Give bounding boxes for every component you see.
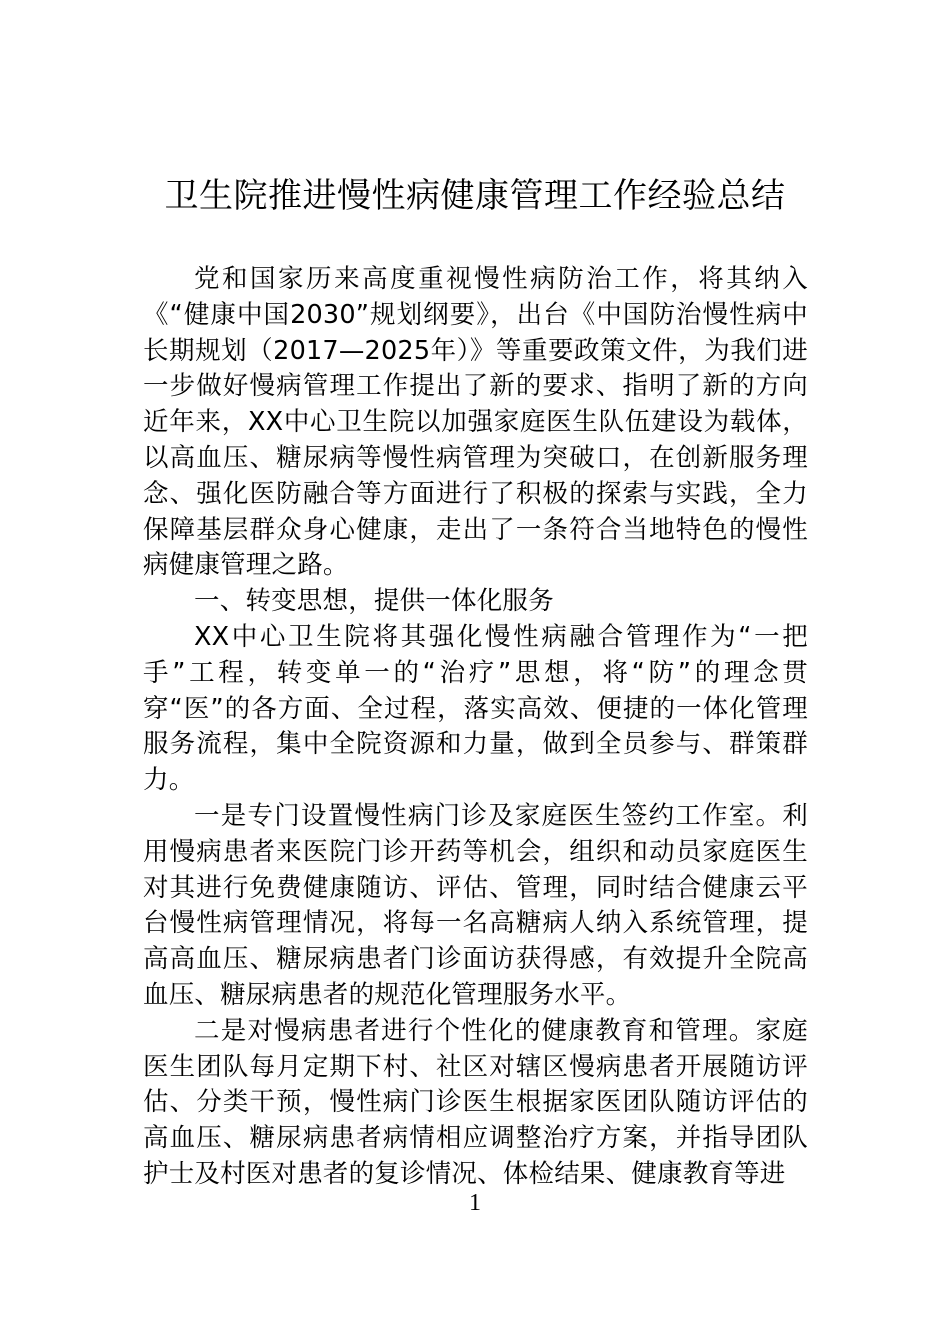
section-1-paragraph: XX中心卫生院将其强化慢性病融合管理作为“一把手”工程，转变单一的“治疗”思想，将“防”的理念贯穿“医”的各方面、全过程，落实高效、便捷的一体化管理服务流程，集中全院资源和力量，做到全员参与、群策群力。 xyxy=(143,621,808,796)
point-one-paragraph: 一是专门设置慢性病门诊及家庭医生签约工作室。利用慢病患者来医院门诊开药等机会，组织和动员家庭医生对其进行免费健康随访、评估、管理，同时结合健康云平台慢性病管理情况，将每一名高糖病人纳入系统管理，提高高血压、糖尿病患者门诊面访获得感，有效提升全院高血压、糖尿病患者的规范化管理服务水平。 xyxy=(143,800,808,1010)
point-two-paragraph: 二是对慢病患者进行个性化的健康教育和管理。家庭医生团队每月定期下村、社区对辖区慢病患者开展随访评估、分类干预，慢性病门诊医生根据家医团队随访评估的高血压、糖尿病患者病情相应调整治疗方案，并指导团队护士及村医对患者的复诊情况、体检结果、健康教育等进 xyxy=(143,1015,808,1189)
page-number: 1 xyxy=(469,1190,481,1216)
document-body xyxy=(143,262,808,1193)
intro-paragraph: 党和国家历来高度重视慢性病防治工作，将其纳入《“健康中国2030”规划纲要》，出台《中国防治慢性病中长期规划（2017—2025年）》等重要政策文件，为我们进一步做好慢病管理工作提出了新的要求、指明了新的方向近年来，XX中心卫生院以加强家庭医生队伍建设为载体，以高血压、糖尿病等慢性病管理为突破口，在创新服务理念、强化医防融合等方面进行了积极的探索与实践，全力保障基层群众身心健康，走出了一条符合当地特色的慢性病健康管理之路。 xyxy=(143,264,808,581)
document-title: 卫生院推进慢性病健康管理工作经验总结 xyxy=(164,176,786,216)
section-heading-1: 一、转变思想，提供一体化服务 xyxy=(194,586,554,617)
